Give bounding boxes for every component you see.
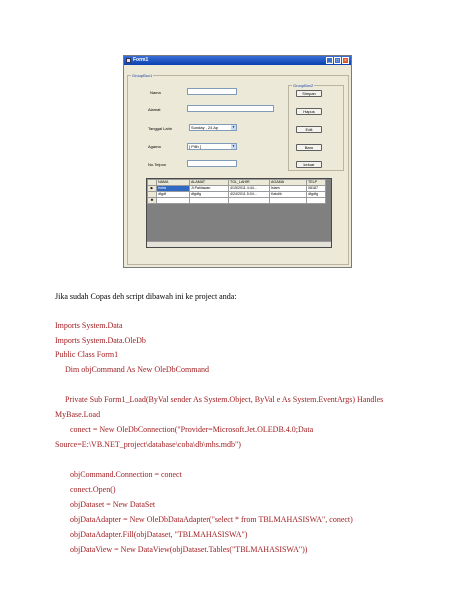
code-line: Public Class Form1: [55, 350, 119, 359]
tanggal-lahir-picker[interactable]: [189, 124, 237, 131]
simpan-button[interactable]: Simpan: [296, 90, 322, 97]
code-line: Private Sub Form1_Load(ByVal sender As System.Object, ByVal e As System.EventArgs) Handles: [65, 395, 384, 404]
chevron-down-icon[interactable]: ▼: [232, 144, 235, 148]
code-line: Source=E:\VB.NET_project\database\coba\db\mhs.mdb"): [55, 440, 241, 449]
hapus-button[interactable]: Hapus: [296, 108, 322, 115]
baru-button[interactable]: Baru: [296, 144, 322, 151]
close-icon[interactable]: ×: [342, 57, 349, 64]
alamat-field[interactable]: [187, 105, 274, 112]
table-cell[interactable]: [307, 198, 326, 204]
column-header[interactable]: AGAMA: [270, 180, 307, 186]
agama-select[interactable]: [187, 143, 237, 150]
code-line: Imports System.Data: [55, 321, 123, 330]
column-header[interactable]: TELP: [307, 180, 326, 186]
code-line: Imports System.Data.OleDb: [55, 336, 146, 345]
tanggal-lahir-value: Sunday , 24 Ap: [191, 125, 219, 130]
form-screenshot: [123, 55, 352, 268]
nama-field[interactable]: [187, 88, 237, 95]
chevron-down-icon[interactable]: ▼: [232, 125, 235, 129]
code-line: MyBase.Load: [55, 410, 101, 419]
form-icon: [126, 58, 131, 63]
groupbox1-label: GroupBox1: [132, 73, 153, 78]
groupbox2-label: GroupBox2: [293, 83, 314, 88]
horizontal-scrollbar[interactable]: [147, 241, 331, 247]
table-cell[interactable]: indra: [157, 186, 190, 192]
code-line: objDataAdapter.Fill(objDataset, "TBLMAHASISWA"): [70, 530, 248, 539]
minimize-icon[interactable]: _: [326, 57, 333, 64]
column-header[interactable]: TGL_LAHIR: [229, 180, 270, 186]
label-nama: Nama: [150, 90, 161, 95]
code-line: objDataView = New DataView(objDataset.Tables("TBLMAHASISWA")): [70, 545, 308, 554]
column-header[interactable]: ALAMAT: [190, 180, 229, 186]
code-line: objDataset = New DataSet: [70, 500, 156, 509]
table-cell[interactable]: Islam: [270, 186, 307, 192]
telpon-field[interactable]: [187, 160, 237, 167]
table-cell[interactable]: Katolik: [270, 192, 307, 198]
agama-value: [ Pilih ]: [189, 144, 202, 149]
label-tanggal-lahir: Tanggal Lahir: [148, 126, 173, 131]
title-bar: [124, 56, 351, 65]
table-cell[interactable]: dfgdfg: [307, 192, 326, 198]
code-line: Dim objCommand As New OleDbCommand: [65, 365, 209, 374]
label-agama: Agama: [148, 144, 161, 149]
table-cell[interactable]: [229, 198, 270, 204]
keluar-button[interactable]: keluar: [296, 161, 322, 168]
table-cell[interactable]: [157, 198, 190, 204]
table-cell[interactable]: Jl.Pahlawan: [190, 186, 229, 192]
new-row-marker: ✱: [148, 198, 157, 204]
data-grid[interactable]: [146, 178, 332, 248]
table-cell[interactable]: dfgdfg: [190, 192, 229, 198]
column-header[interactable]: NAMA: [157, 180, 190, 186]
form-title: Form1: [133, 57, 149, 63]
intro-text: Jika sudah Copas deh script dibawah ini ke project anda:: [55, 292, 237, 301]
row-marker: ▶: [148, 186, 157, 192]
table-cell[interactable]: [190, 198, 229, 204]
code-line: objDataAdapter = New OleDbDataAdapter("select * from TBLMAHASISWA", conect): [70, 515, 353, 524]
table-cell[interactable]: 4/15/2011 4:44...: [229, 186, 270, 192]
table-cell[interactable]: [270, 198, 307, 204]
table-cell[interactable]: dfgdf: [157, 192, 190, 198]
table-cell[interactable]: 08187: [307, 186, 326, 192]
label-no-telpon: No.Telpon: [148, 162, 167, 167]
table-cell[interactable]: 4/24/2011 5:04...: [229, 192, 270, 198]
maximize-icon[interactable]: □: [335, 58, 340, 64]
edit-button[interactable]: Edit: [296, 126, 322, 133]
code-line: conect.Open(): [70, 485, 116, 494]
code-line: objCommand.Connection = conect: [70, 470, 182, 479]
label-alamat: Alamat: [148, 107, 161, 112]
table-row[interactable]: [148, 198, 326, 204]
code-line: conect = New OleDbConnection("Provider=Microsoft.Jet.OLEDB.4.0;Data: [70, 425, 314, 434]
